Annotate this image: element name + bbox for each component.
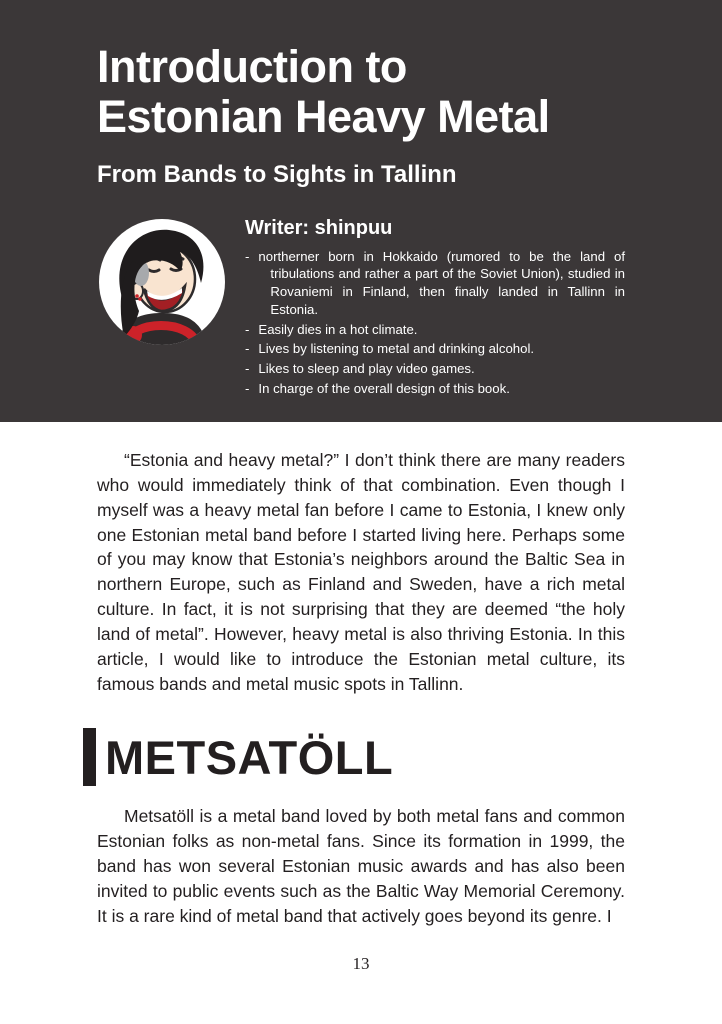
bio-text: Easily dies in a hot climate.: [258, 321, 418, 337]
title-line-2: Estonian Heavy Metal: [97, 91, 550, 143]
page-title: [97, 42, 625, 143]
section-title: METSATÖLL: [105, 730, 394, 784]
title-line-1: Introduction to: [97, 41, 407, 92]
section-paragraph: Metsatöll is a metal band loved by both metal fans and common Estonian folks as non-metal fans. Since its formation in 1999, the band has won several Estonian music awards and has also been invited to public events such as the Baltic Way Memorial Ceremony. It is a rare kind of metal band that actively goes beyond its genre. I: [97, 806, 625, 926]
bio-item: [245, 380, 625, 398]
bio-item: [245, 321, 625, 339]
bio-item: [245, 360, 625, 378]
heading-bar: [83, 728, 96, 786]
article-body: [0, 422, 722, 929]
bio-text: Likes to sleep and play video games.: [258, 360, 475, 376]
bio-text: northerner born in Hokkaido (rumored to be the land of tribulations and rather a part of the Soviet Union), studied in Rovaniemi in Finland, then finally landed in Tallinn in Estonia.: [258, 248, 625, 317]
bio-item: [245, 248, 625, 319]
bullet-dash: -: [245, 248, 250, 264]
section-heading: [83, 728, 625, 786]
bio-text: Lives by listening to metal and drinking alcohol.: [258, 341, 535, 357]
bullet-dash: -: [245, 360, 250, 376]
writer-profile: [97, 217, 625, 398]
page-header: [0, 0, 722, 422]
writer-name: Writer: shinpuu: [245, 216, 393, 239]
bullet-dash: -: [245, 341, 250, 357]
writer-bio-list: [245, 248, 625, 398]
writer-info: [245, 217, 625, 398]
page-subtitle: From Bands to Sights in Tallinn: [97, 160, 457, 188]
writer-avatar-illustration: [97, 217, 227, 347]
intro-paragraph: “Estonia and heavy metal?” I don’t think there are many readers who would immediately think of that combination. Even though I myself was a heavy metal fan before I came to Estonia, I knew only one Estonian metal band before I started living here. Perhaps some of you may know that Estonia’s neighbors around the Baltic Sea in northern Europe, such as Finland and Sweden, have a rich metal culture. In fact, it is not surprising that they are deemed “the holy land of metal”. However, heavy metal is also thriving Estonia. In this article, I would like to introduce the Estonian metal culture, its famous bands and metal music spots in Tallinn.: [97, 450, 625, 694]
page-number: 13: [352, 954, 370, 973]
bio-item: [245, 340, 625, 358]
bio-text: In charge of the overall design of this book.: [258, 380, 510, 396]
bullet-dash: -: [245, 321, 250, 337]
writer-avatar: [97, 217, 227, 347]
bullet-dash: -: [245, 380, 250, 396]
